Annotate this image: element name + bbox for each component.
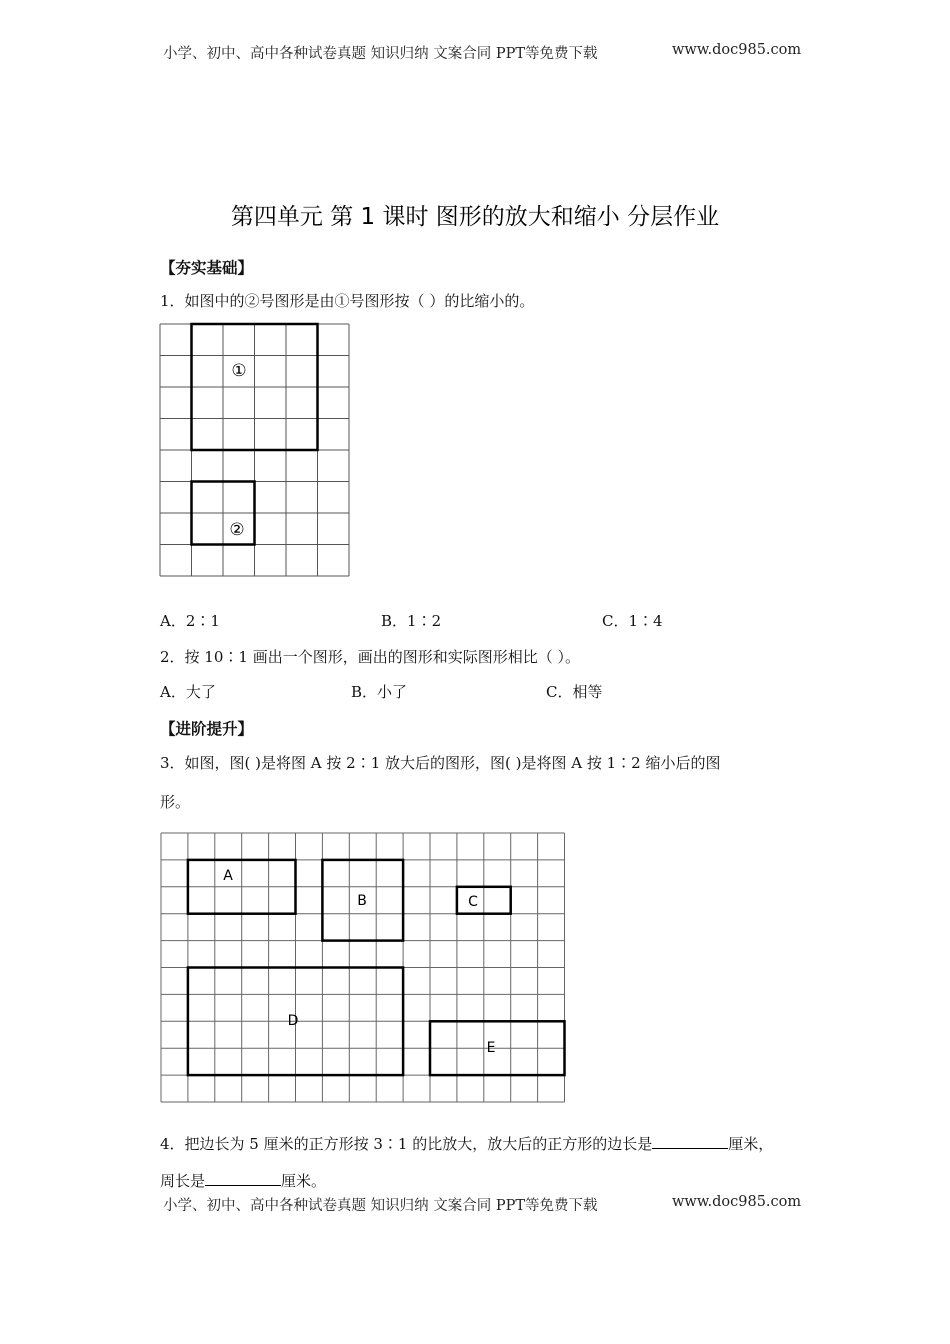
q1-option-c[interactable]: C．1∶4	[602, 612, 663, 630]
header-text: 小学、初中、高中各种试卷真题 知识归纳 文案合同 PPT等免费下载	[163, 46, 598, 62]
q2-option-c[interactable]: C．相等	[546, 683, 603, 701]
question-4-text-part1: 4．把边长为 5 厘米的正方形按 3∶1 的比放大，放大后的正方形的边长是	[160, 1135, 653, 1153]
page-title: 第四单元 第 1 课时 图形的放大和缩小 分层作业	[230, 204, 720, 230]
shape-b-label: B	[357, 893, 367, 909]
q2-option-a[interactable]: A．大了	[160, 683, 216, 701]
shape-e-label: E	[486, 1040, 496, 1056]
q1-option-a[interactable]: A．2∶1	[160, 612, 220, 630]
shape-d-label: D	[287, 1013, 299, 1029]
section-basic-heading: 【夯实基础】	[160, 259, 254, 277]
shape-a-label: A	[223, 868, 233, 884]
question-2-text: 2．按 10∶1 画出一个图形，画出的图形和实际图形相比（ ）。	[160, 648, 580, 666]
question-4-text-part2: 厘米，	[728, 1135, 774, 1153]
question-3-text-line2: 形。	[160, 793, 191, 811]
footer-text: 小学、初中、高中各种试卷真题 知识归纳 文案合同 PPT等免费下载	[163, 1198, 598, 1214]
question-4-text-part3: 周长是	[160, 1172, 206, 1190]
section-advanced-heading: 【进阶提升】	[160, 720, 254, 738]
answer-blank-side[interactable]	[652, 1134, 728, 1149]
shape-2-label: ②	[229, 520, 245, 540]
q2-option-b[interactable]: B．小了	[351, 683, 408, 701]
header-url[interactable]: www.doc985.com	[672, 42, 802, 58]
question-4-line1	[160, 1133, 773, 1154]
shape-c-label: C	[468, 894, 478, 910]
question-3-grid-figure	[159, 831, 567, 1106]
footer-url[interactable]: www.doc985.com	[672, 1194, 802, 1210]
question-4-text-part4: 厘米。	[281, 1172, 327, 1190]
question-1-grid-figure	[158, 322, 352, 580]
question-4-line2	[160, 1170, 326, 1191]
question-1-text: 1．如图中的②号图形是由①号图形按（ ）的比缩小的。	[160, 292, 535, 310]
question-3-text-line1: 3．如图，图( )是将图 A 按 2∶1 放大后的图形，图( )是将图 A 按 1∶2 缩小后的图	[160, 754, 721, 772]
shape-1-label: ①	[231, 361, 247, 381]
answer-blank-perimeter[interactable]	[205, 1171, 281, 1186]
q1-option-b[interactable]: B．1∶2	[381, 612, 442, 630]
